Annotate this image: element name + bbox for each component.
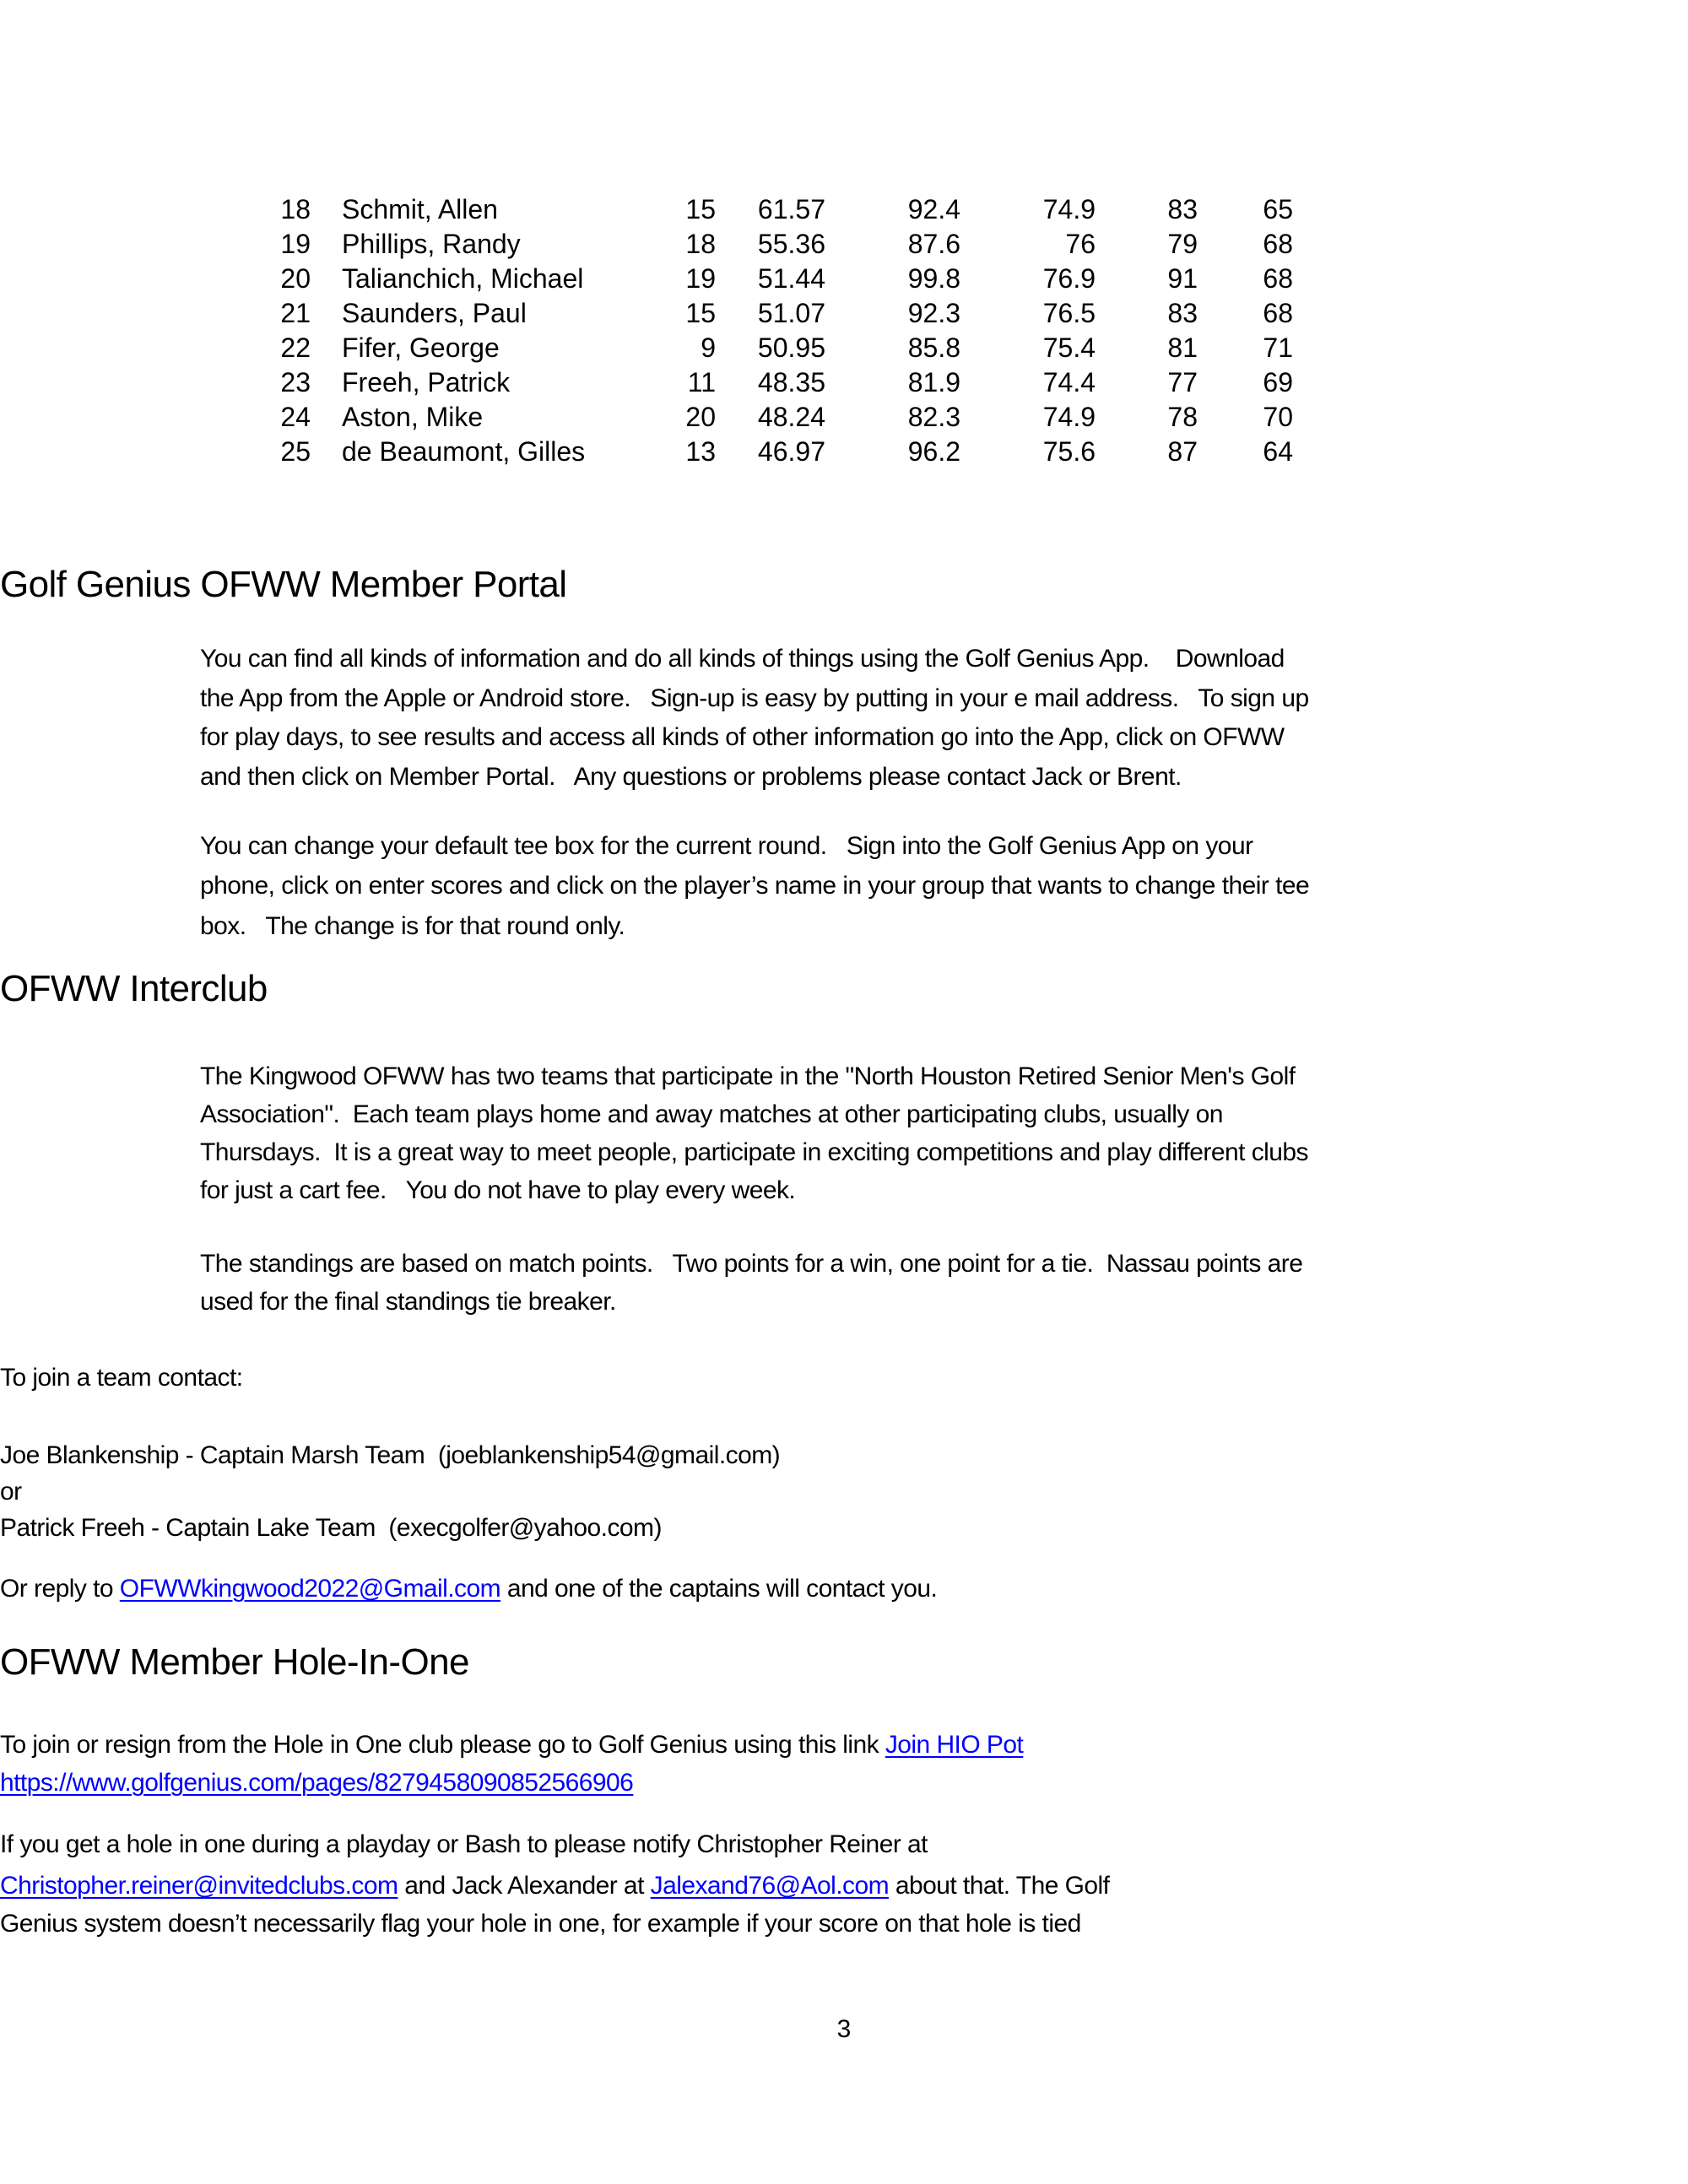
stat-cell: 75.6 xyxy=(1042,436,1096,467)
paragraph-line: You can find all kinds of information and do all kinds of things using the Golf Genius App. Download xyxy=(200,645,1285,673)
paragraph-line: for just a cart fee. You do not have to play every week. xyxy=(200,1176,796,1204)
join-hio-pot-link[interactable]: Join HIO Pot xyxy=(885,1731,1024,1759)
table-row xyxy=(0,365,1688,400)
rank-cell: 22 xyxy=(280,332,311,363)
points-cell: 51.07 xyxy=(757,298,825,328)
player-name-cell: Freeh, Patrick xyxy=(342,367,511,397)
stat-cell: 76 xyxy=(1065,229,1096,259)
reply-suffix: and one of the captains will contact you. xyxy=(500,1575,938,1603)
stat-cell: 78 xyxy=(1167,402,1198,432)
stat-cell: 69 xyxy=(1263,367,1293,397)
stat-cell: 68 xyxy=(1263,229,1293,259)
rank-cell: 21 xyxy=(280,298,311,328)
stat-cell: 83 xyxy=(1167,298,1198,328)
handicap-cell: 9 xyxy=(701,332,716,363)
handicap-cell: 11 xyxy=(687,367,716,397)
points-cell: 48.24 xyxy=(757,402,825,432)
paragraph-line: The Kingwood OFWW has two teams that participate in the "North Houston Retired Senior Men's Golf xyxy=(200,1062,1296,1090)
section-heading-portal: Golf Genius OFWW Member Portal xyxy=(0,564,567,605)
stat-cell: 75.4 xyxy=(1042,332,1096,363)
paragraph-line: You can change your default tee box for the current round. Sign into the Golf Genius App on your xyxy=(200,832,1253,860)
stat-cell: 85.8 xyxy=(907,332,960,363)
player-name-cell: Schmit, Allen xyxy=(342,194,498,224)
hio-join-prefix: To join or resign from the Hole in One club please go to Golf Genius using this link xyxy=(0,1731,885,1759)
player-name-cell: Fifer, George xyxy=(342,332,500,363)
player-name-cell: de Beaumont, Gilles xyxy=(342,436,586,467)
table-row xyxy=(0,262,1688,296)
table-row xyxy=(0,400,1688,435)
rank-cell: 23 xyxy=(280,367,311,397)
table-row xyxy=(0,192,1688,227)
rank-cell: 20 xyxy=(280,263,311,294)
stat-cell: 77 xyxy=(1167,367,1198,397)
paragraph-line: used for the final standings tie breaker. xyxy=(200,1288,616,1316)
stat-cell: 79 xyxy=(1167,229,1198,259)
paragraph-line: phone, click on enter scores and click on the player’s name in your group that wants to change their tee xyxy=(200,872,1310,900)
rank-cell: 19 xyxy=(280,229,311,259)
stat-cell: 92.3 xyxy=(907,298,960,328)
christopher-reiner-email-link[interactable]: Christopher.reiner@invitedclubs.com xyxy=(0,1872,398,1900)
notify-suffix-text: about that. The Golf xyxy=(889,1872,1110,1900)
hio-notify-line-1: If you get a hole in one during a playday or Bash to please notify Christopher Reiner at xyxy=(0,1830,928,1858)
paragraph-line: the App from the Apple or Android store. Sign-up is easy by putting in your e mail address. To sign up xyxy=(200,684,1309,712)
reply-line xyxy=(0,1575,937,1603)
stat-cell: 74.4 xyxy=(1042,367,1096,397)
join-team-intro: To join a team contact: xyxy=(0,1364,243,1392)
stat-cell: 76.5 xyxy=(1042,298,1096,328)
points-cell: 51.44 xyxy=(757,263,825,294)
contact-or: or xyxy=(0,1478,22,1506)
golfgenius-url-link[interactable]: https://www.golfgenius.com/pages/8279458090852566906 xyxy=(0,1769,634,1797)
stat-cell: 71 xyxy=(1263,332,1293,363)
contact-lake-captain: Patrick Freeh - Captain Lake Team (execgolfer@yahoo.com) xyxy=(0,1514,662,1542)
stat-cell: 99.8 xyxy=(907,263,960,294)
points-cell: 55.36 xyxy=(757,229,825,259)
player-name-cell: Saunders, Paul xyxy=(342,298,527,328)
points-cell: 48.35 xyxy=(757,367,825,397)
paragraph-line: The standings are based on match points. Two points for a win, one point for a tie. Nassau points are xyxy=(200,1250,1303,1278)
paragraph-line: and then click on Member Portal. Any questions or problems please contact Jack or Brent. xyxy=(200,763,1182,791)
hio-notify-line-3: Genius system doesn’t necessarily flag your hole in one, for example if your score on that hole is tied xyxy=(0,1910,1081,1938)
points-cell: 46.97 xyxy=(757,436,825,467)
stat-cell: 92.4 xyxy=(907,194,960,224)
stat-cell: 68 xyxy=(1263,298,1293,328)
table-row xyxy=(0,435,1688,469)
section-heading-interclub: OFWW Interclub xyxy=(0,968,268,1009)
contact-marsh-captain: Joe Blankenship - Captain Marsh Team (joeblankenship54@gmail.com) xyxy=(0,1441,781,1469)
reply-prefix: Or reply to xyxy=(0,1575,120,1603)
stat-cell: 87.6 xyxy=(907,229,960,259)
stat-cell: 68 xyxy=(1263,263,1293,294)
stat-cell: 81.9 xyxy=(907,367,960,397)
handicap-cell: 15 xyxy=(685,194,716,224)
stat-cell: 70 xyxy=(1263,402,1293,432)
paragraph-line: Thursdays. It is a great way to meet people, participate in exciting competitions and play different clubs xyxy=(200,1138,1308,1166)
table-row xyxy=(0,227,1688,262)
jack-alexander-email-link[interactable]: Jalexand76@Aol.com xyxy=(650,1872,890,1900)
points-cell: 50.95 xyxy=(757,332,825,363)
hio-url-line xyxy=(0,1769,633,1797)
handicap-cell: 13 xyxy=(685,436,716,467)
player-name-cell: Talianchich, Michael xyxy=(342,263,584,294)
stat-cell: 64 xyxy=(1263,436,1293,467)
player-name-cell: Phillips, Randy xyxy=(342,229,521,259)
handicap-cell: 18 xyxy=(685,229,716,259)
hio-notify-line-2 xyxy=(0,1872,1109,1900)
notify-mid-text: and Jack Alexander at xyxy=(398,1872,651,1900)
stat-cell: 76.9 xyxy=(1042,263,1096,294)
paragraph-line: Association". Each team plays home and away matches at other participating clubs, usually on xyxy=(200,1100,1223,1128)
table-row xyxy=(0,296,1688,331)
rank-cell: 24 xyxy=(280,402,311,432)
table-row xyxy=(0,331,1688,365)
handicap-cell: 19 xyxy=(685,263,716,294)
stat-cell: 74.9 xyxy=(1042,194,1096,224)
section-heading-hole-in-one: OFWW Member Hole-In-One xyxy=(0,1641,469,1683)
handicap-cell: 15 xyxy=(685,298,716,328)
stat-cell: 81 xyxy=(1167,332,1198,363)
paragraph-line: box. The change is for that round only. xyxy=(200,912,625,940)
stat-cell: 96.2 xyxy=(907,436,960,467)
player-name-cell: Aston, Mike xyxy=(342,402,484,432)
stat-cell: 82.3 xyxy=(907,402,960,432)
ofww-email-link[interactable]: OFWWkingwood2022@Gmail.com xyxy=(119,1575,501,1603)
stat-cell: 65 xyxy=(1263,194,1293,224)
stat-cell: 74.9 xyxy=(1042,402,1096,432)
rank-cell: 18 xyxy=(280,194,311,224)
stat-cell: 87 xyxy=(1167,436,1198,467)
points-cell: 61.57 xyxy=(757,194,825,224)
stat-cell: 91 xyxy=(1167,263,1198,294)
page-number: 3 xyxy=(836,2015,852,2043)
handicap-cell: 20 xyxy=(685,402,716,432)
paragraph-line: for play days, to see results and access all kinds of other information go into the App, click on OFWW xyxy=(200,723,1285,751)
stat-cell: 83 xyxy=(1167,194,1198,224)
hio-join-line xyxy=(0,1731,1023,1760)
rank-cell: 25 xyxy=(280,436,311,467)
